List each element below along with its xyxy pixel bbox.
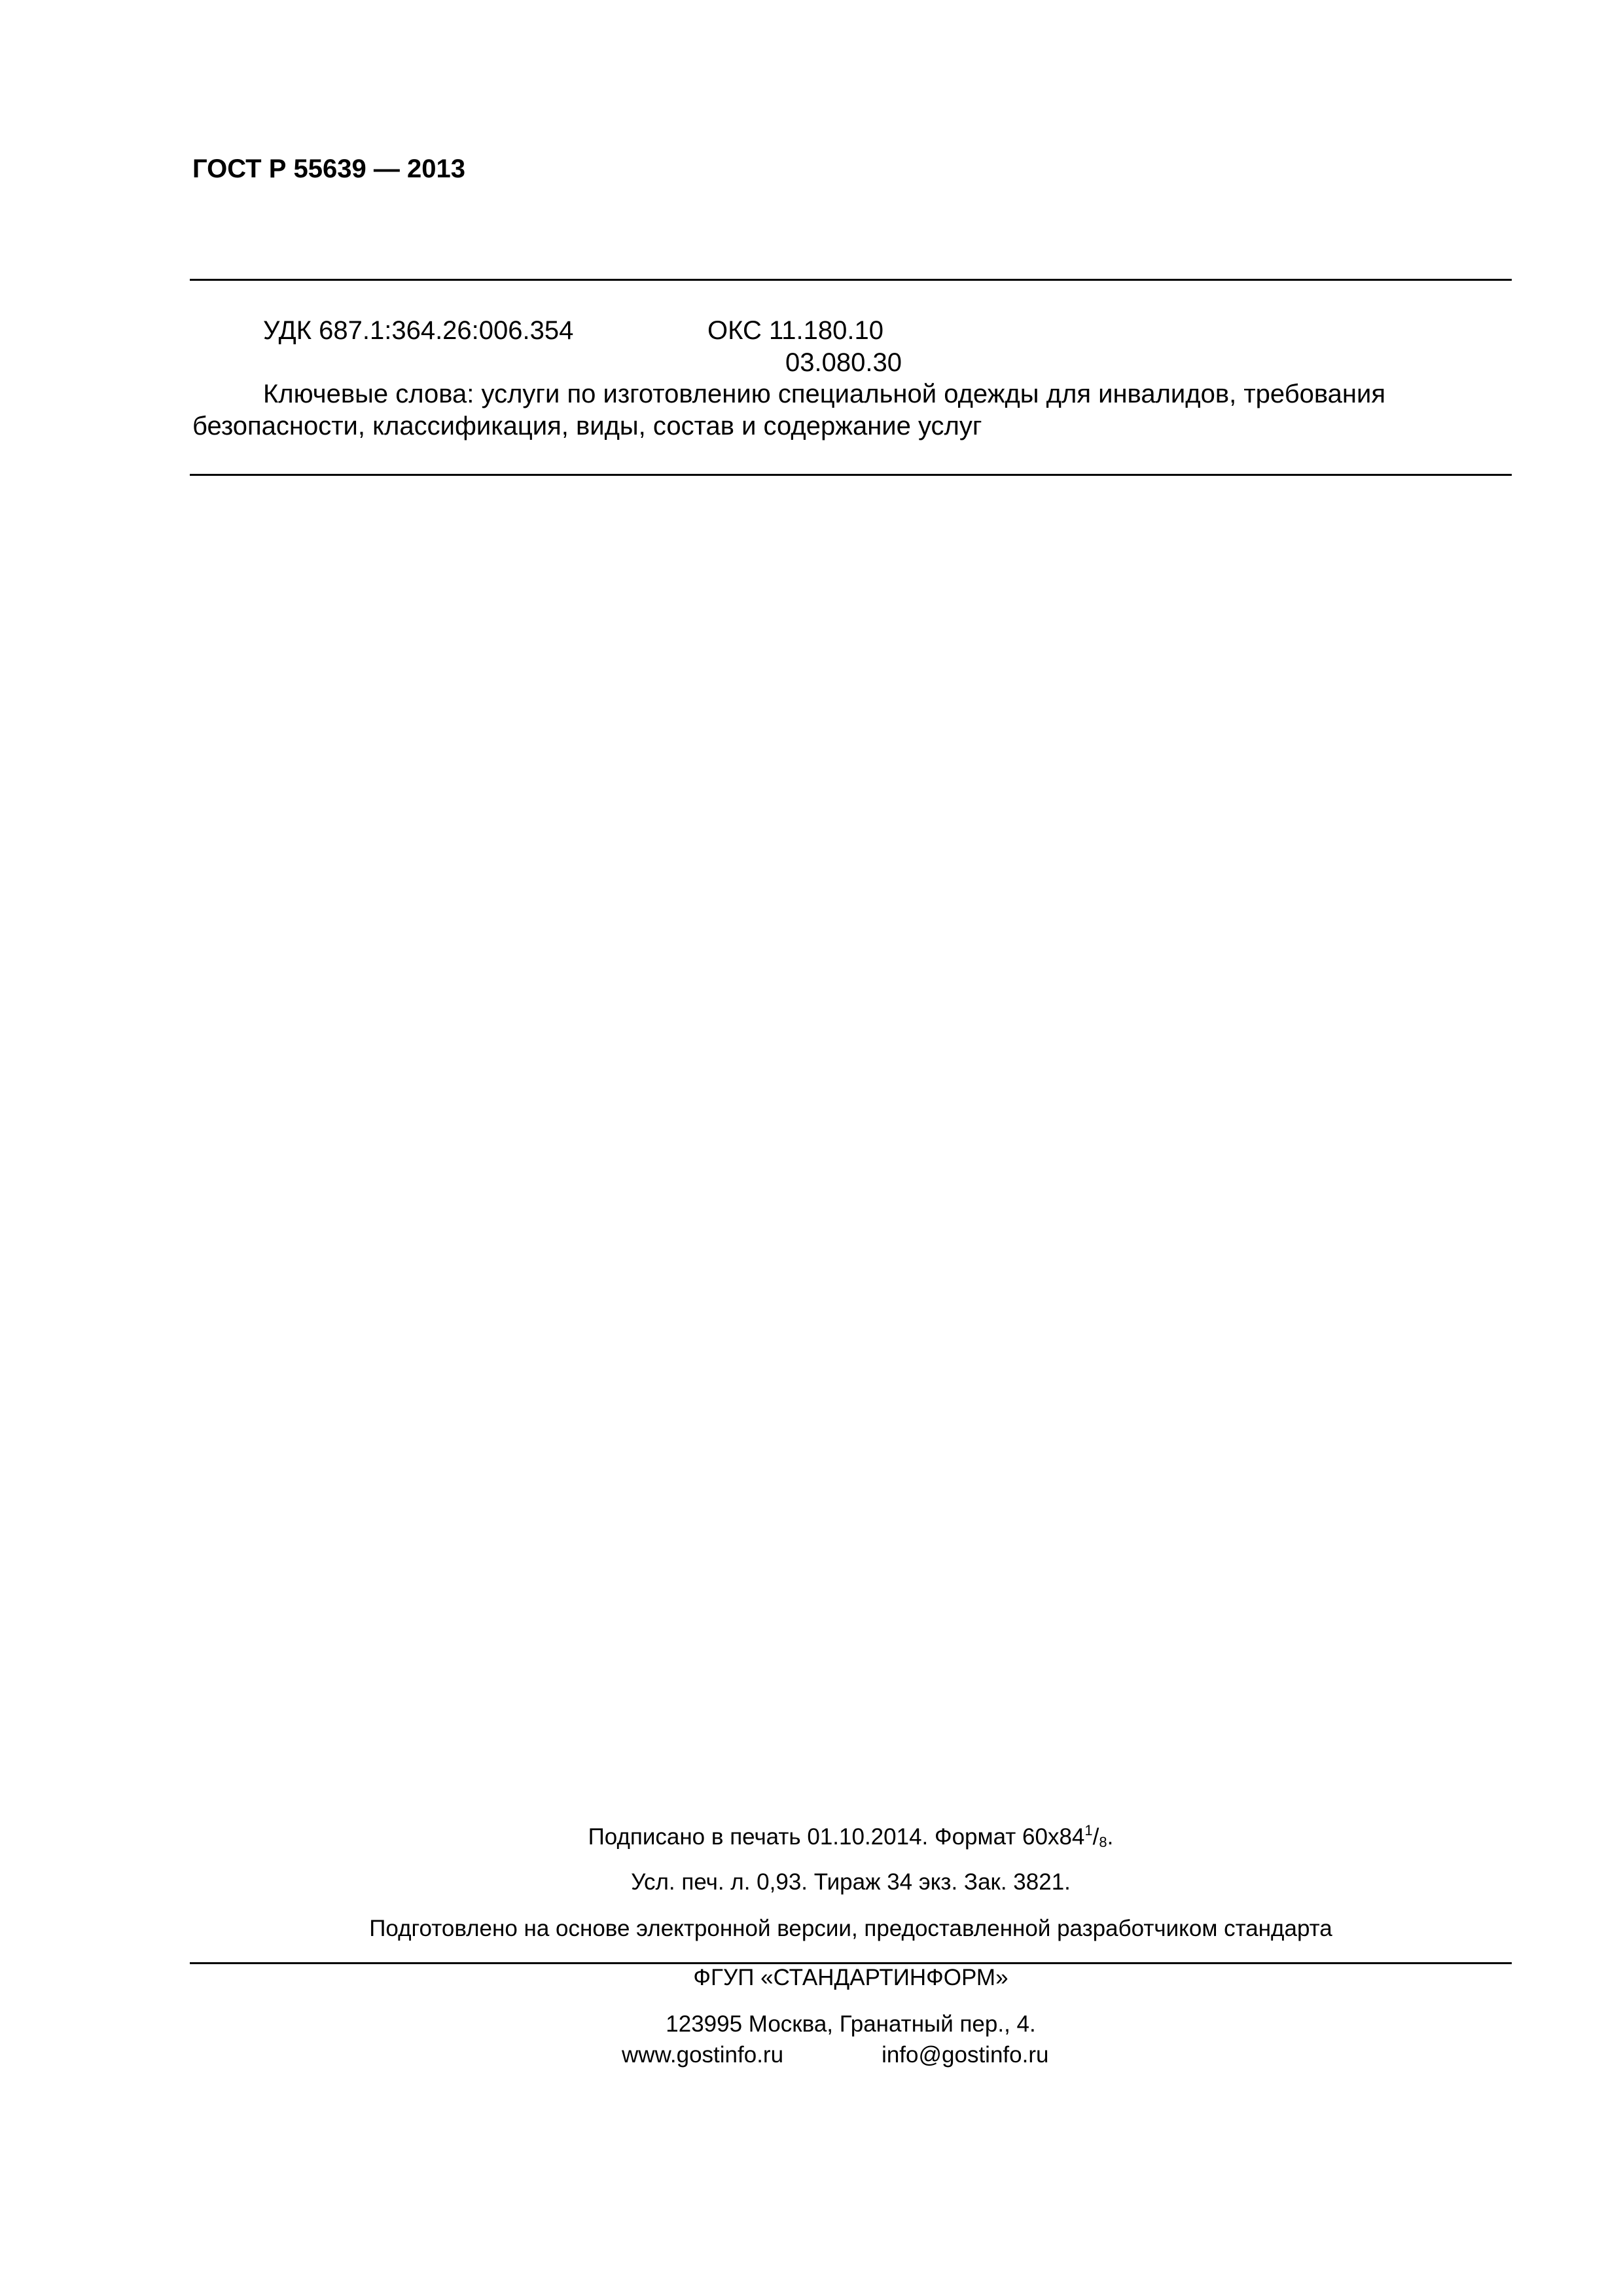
- website-link[interactable]: www.gostinfo.ru: [622, 2042, 784, 2068]
- keywords-line-1: Ключевые слова: услуги по изготовлению специальной одежды для инвалидов, требования: [263, 380, 1385, 408]
- format-subscript: 8: [1099, 1834, 1107, 1850]
- imprint-divider: [190, 1962, 1512, 1964]
- contact-links: [622, 2042, 1048, 2068]
- keywords-line-2: безопасности, классификация, виды, состав и содержание услуг: [192, 412, 982, 440]
- classification-divider: [190, 474, 1512, 476]
- email-link[interactable]: info@gostinfo.ru: [882, 2042, 1049, 2068]
- publisher-name: ФГУП «СТАНДАРТИНФОРМ»: [693, 1965, 1008, 1990]
- format-superscript: 1: [1084, 1822, 1093, 1839]
- format-end: .: [1107, 1824, 1114, 1850]
- prepared-note: Подготовлено на основе электронной версии, предоставленной разработчиком стандарта: [369, 1916, 1332, 1941]
- print-sheets: Усл. печ. л. 0,93. Тираж 34 экз. Зак. 3821.: [631, 1869, 1071, 1895]
- udk-code: УДК 687.1:364.26:006.354: [263, 316, 574, 345]
- signed-text: Подписано в печать 01.10.2014. Формат 60x84: [588, 1824, 1085, 1850]
- signed-to-print: Подписано в печать 01.10.2014. Формат $60x84^1/_8$.: [588, 1822, 1114, 1850]
- top-divider: [190, 279, 1512, 281]
- document-code: ГОСТ Р 55639 — 2013: [192, 154, 465, 183]
- oks-code-2: 03.080.30: [785, 348, 902, 377]
- oks-code-1: ОКС 11.180.10: [707, 316, 883, 345]
- publisher-address: 123995 Москва, Гранатный пер., 4.: [666, 2011, 1036, 2037]
